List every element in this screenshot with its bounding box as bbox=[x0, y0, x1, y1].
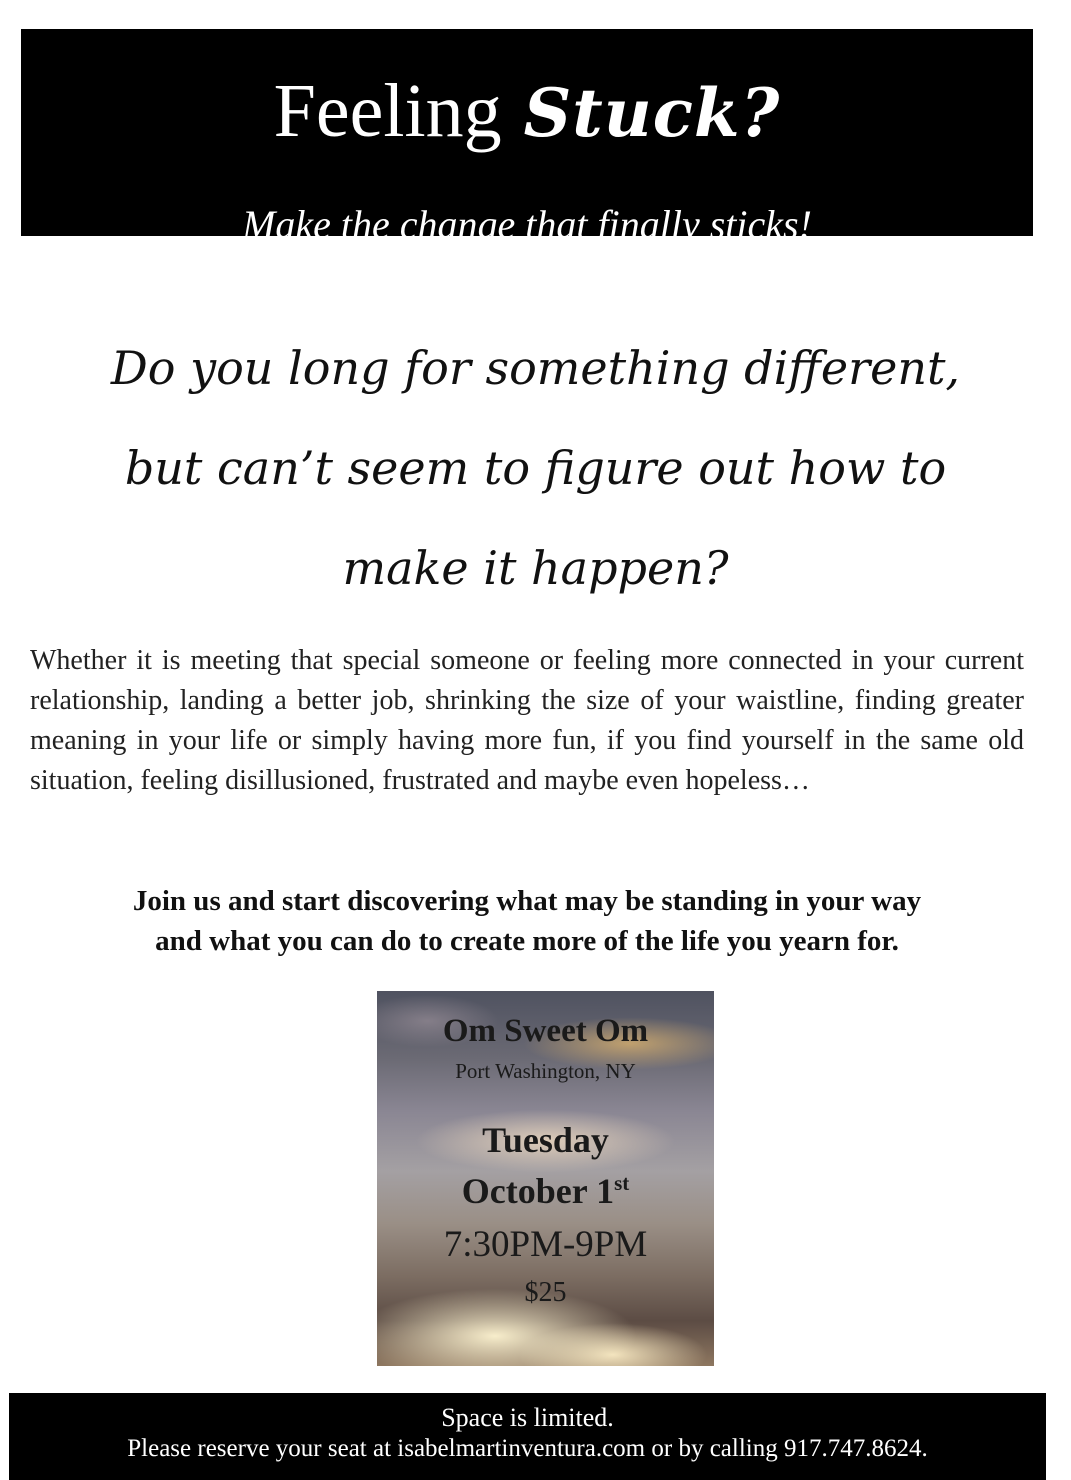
event-card bbox=[377, 991, 714, 1366]
footer-banner bbox=[9, 1393, 1046, 1480]
headline-question bbox=[40, 318, 1031, 618]
footer-notice: Space is limited. bbox=[441, 1403, 614, 1432]
event-date-suffix: st bbox=[614, 1171, 630, 1195]
title-script: Stuck? bbox=[523, 74, 781, 152]
event-venue: Om Sweet Om bbox=[442, 1013, 649, 1049]
event-location: Port Washington, NY bbox=[455, 1059, 636, 1083]
event-day: Tuesday bbox=[482, 1120, 609, 1160]
event-price: $25 bbox=[524, 1277, 567, 1308]
footer-reservation: Please reserve your seat at isabelmartinventura.com or by calling 917.747.8624. bbox=[127, 1435, 928, 1462]
header-banner bbox=[21, 29, 1033, 247]
question-line-1: Do you long for something different, bbox=[110, 341, 961, 395]
question-line-3: make it happen? bbox=[342, 541, 729, 595]
cta-line-1: Join us and start discovering what may be standing in your way bbox=[132, 885, 922, 917]
title-plain: Feeling bbox=[273, 69, 502, 153]
question-line-2: but can’t seem to figure out how to bbox=[124, 441, 947, 495]
call-to-action bbox=[30, 881, 1024, 961]
event-date bbox=[377, 1173, 714, 1209]
subtitle: Make the change that finally sticks! bbox=[242, 202, 812, 247]
event-date-text: October 1 bbox=[461, 1171, 615, 1211]
body-paragraph: Whether it is meeting that special someone or feeling more connected in your current relationship, landing a better job, shrinking the size of your waistline, finding greater meaning in your life or simply having more fun, if you find yourself in the same old situation, feeling disillusioned, frustrated and maybe even hopeless… bbox=[30, 645, 1024, 796]
event-time: 7:30PM-9PM bbox=[443, 1224, 648, 1265]
page-title bbox=[21, 69, 1033, 153]
cta-line-2: and what you can do to create more of the life you yearn for. bbox=[155, 925, 899, 957]
